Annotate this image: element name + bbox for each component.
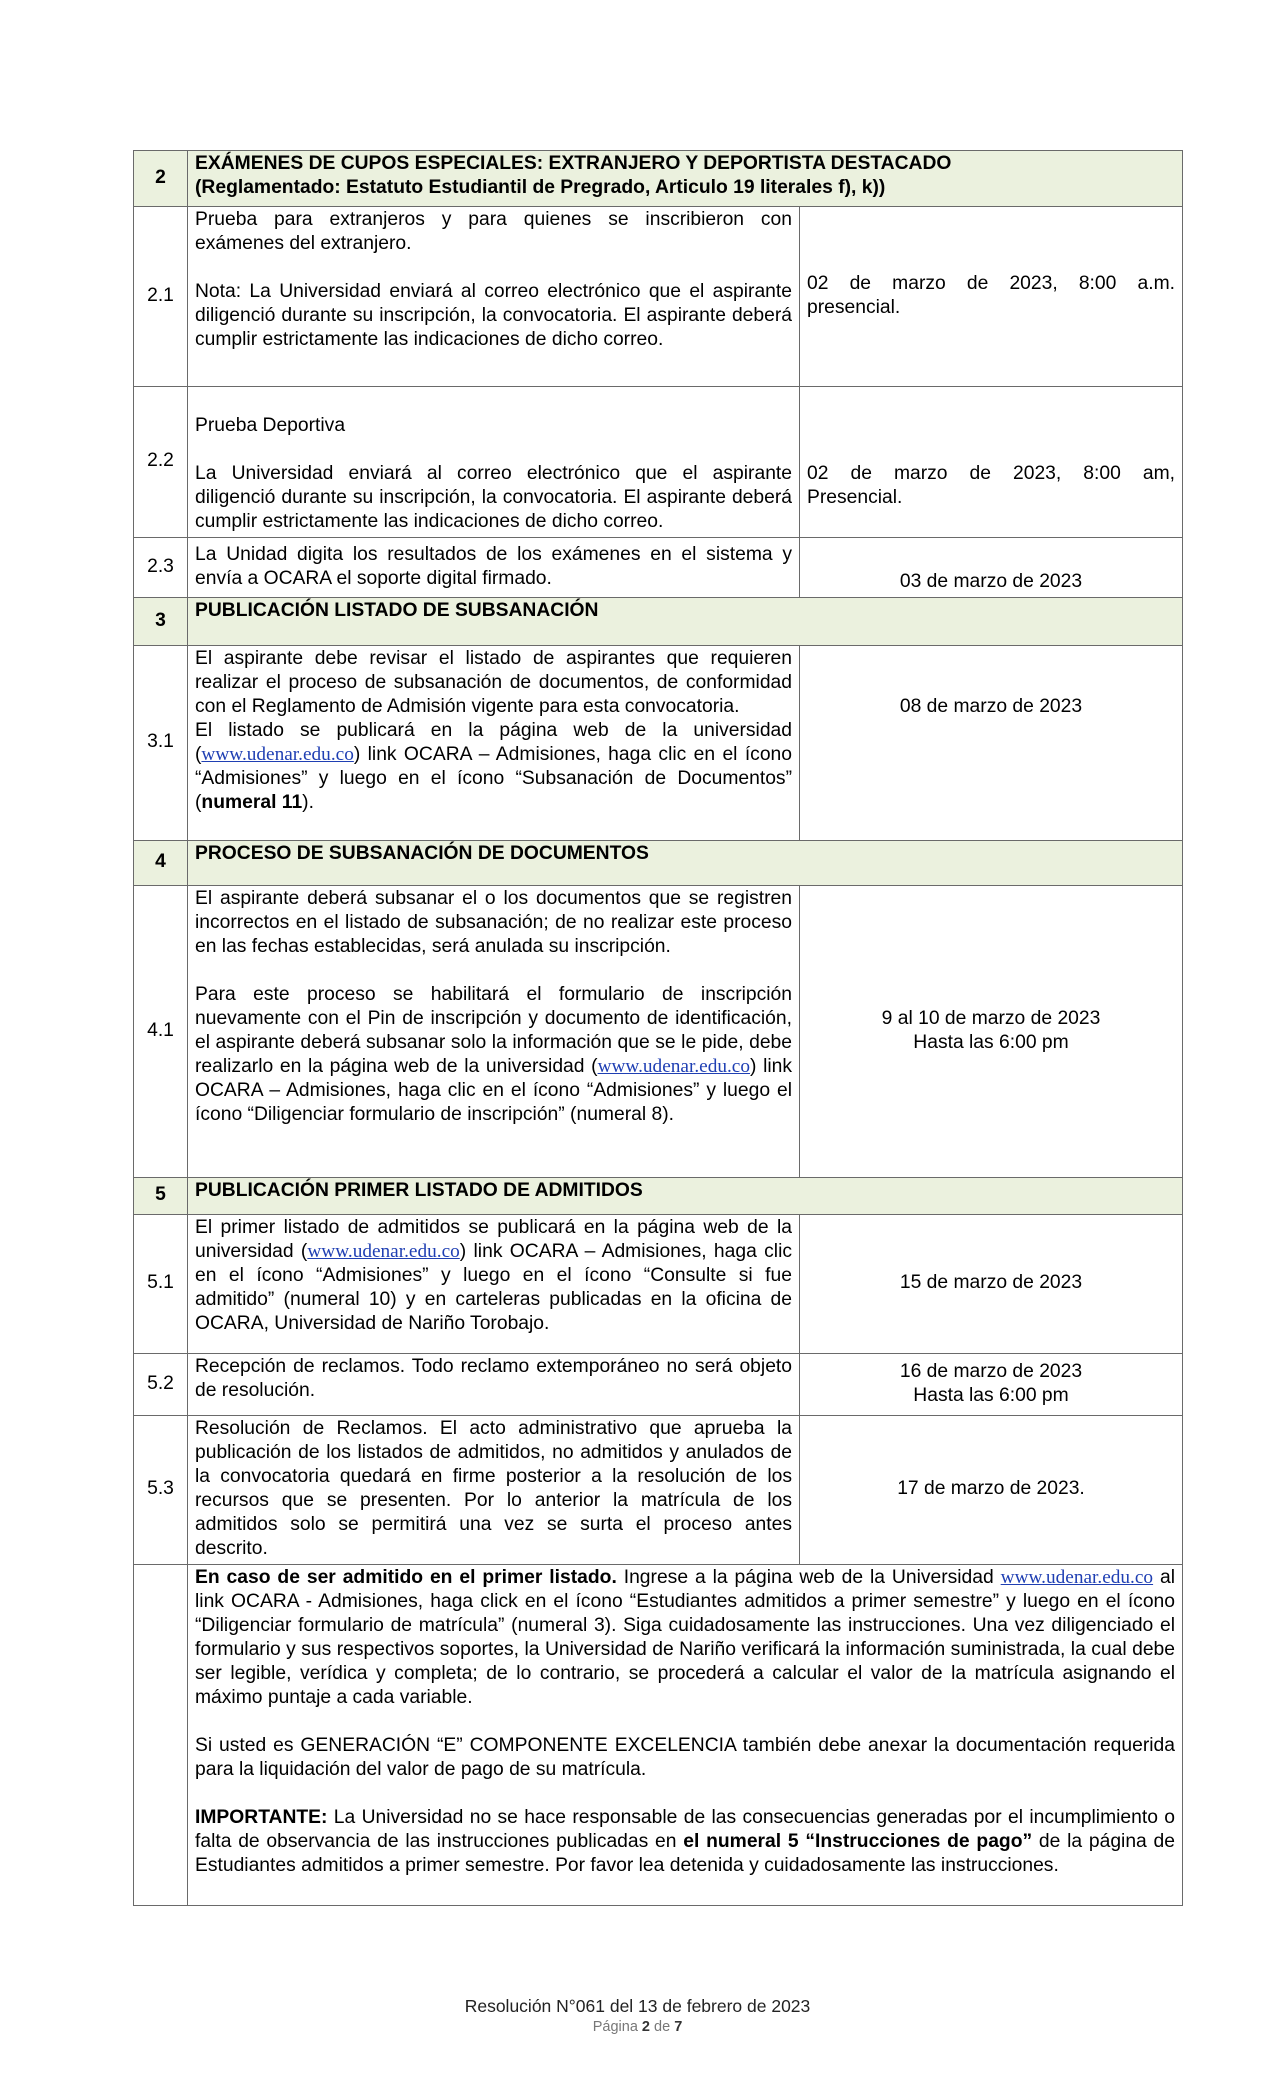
section-2-header bbox=[134, 151, 1183, 207]
note-important: IMPORTANTE: La Universidad no se hace responsable de las consecuencias generadas por el incumplimiento o falta de observancia de las instrucciones publicadas en el numeral 5 “Instrucciones de pago” de la página de Estudiantes admitidos a primer semestre. Por favor lea detenida y cuidadosamente las instrucciones. bbox=[195, 1807, 1175, 1876]
table-row-2-3 bbox=[134, 538, 1183, 598]
row-number: 5.1 bbox=[134, 1215, 188, 1354]
row-number: 2.2 bbox=[134, 387, 188, 538]
note-paragraph: Si usted es GENERACIÓN “E” COMPONENTE EXCELENCIA también debe anexar la documentación requerida para la liquidación del valor de pago de su matrícula. bbox=[195, 1735, 1175, 1780]
section-title bbox=[188, 151, 1183, 207]
row-description bbox=[188, 646, 800, 841]
footer-page-number: Página 2 de 7 bbox=[592, 2019, 683, 2035]
description-paragraph: Prueba Deportiva bbox=[195, 415, 346, 436]
section-number: 5 bbox=[134, 1178, 188, 1215]
table-row-4-1 bbox=[134, 886, 1183, 1178]
time-line: Hasta las 6:00 pm bbox=[913, 1031, 1069, 1053]
description-paragraph: El aspirante debe revisar el listado de aspirantes que requieren realizar el proceso de subsanación de documentos, de conformidad con el Reglamento de Admisión vigente para esta convocatoria. bbox=[195, 648, 792, 717]
section-number: 3 bbox=[134, 598, 188, 646]
description-note: Nota: La Universidad enviará al correo electrónico que el aspirante diligenció durante su inscripción, la convocatoria. El aspirante deberá cumplir estrictamente las indicaciones de dicho correo. bbox=[195, 281, 792, 350]
footer-resolution: Resolución N°061 del 13 de febrero de 2023 bbox=[464, 1996, 811, 2016]
table-row-2-1 bbox=[134, 207, 1183, 387]
section-title: PUBLICACIÓN LISTADO DE SUBSANACIÓN bbox=[188, 598, 1183, 646]
section-title: PUBLICACIÓN PRIMER LISTADO DE ADMITIDOS bbox=[188, 1178, 1183, 1215]
row-date: 02 de marzo de 2023, 8:00 a.m. presencial. bbox=[800, 207, 1183, 387]
row-date: 03 de marzo de 2023 bbox=[800, 538, 1183, 598]
schedule-table bbox=[133, 150, 1183, 1906]
row-number: 3.1 bbox=[134, 646, 188, 841]
row-description bbox=[188, 1215, 800, 1354]
row-date bbox=[800, 886, 1183, 1178]
row-date: 17 de marzo de 2023. bbox=[800, 1416, 1183, 1565]
section-5-header bbox=[134, 1178, 1183, 1215]
table-row-note bbox=[134, 1565, 1183, 1906]
table-row-5-1 bbox=[134, 1215, 1183, 1354]
row-date: 08 de marzo de 2023 bbox=[800, 646, 1183, 841]
table-row-3-1 bbox=[134, 646, 1183, 841]
row-number: 2.3 bbox=[134, 538, 188, 598]
section-3-header bbox=[134, 598, 1183, 646]
row-description: Recepción de reclamos. Todo reclamo extemporáneo no será objeto de resolución. bbox=[188, 1354, 800, 1416]
row-number bbox=[134, 1565, 188, 1906]
row-description bbox=[188, 886, 800, 1178]
description-paragraph: Para este proceso se habilitará el formulario de inscripción nuevamente con el Pin de inscripción y documento de identificación, el aspirante deberá subsanar solo la información que se le pide, debe realizarlo en la página web de la universidad (www.udenar.edu.co) link OCARA – Admisiones, haga clic en el ícono “Admisiones” y luego el ícono “Diligenciar formulario de inscripción” (numeral 8). bbox=[195, 984, 792, 1125]
udenar-link[interactable]: www.udenar.edu.co bbox=[1000, 1567, 1154, 1588]
row-description: La Unidad digita los resultados de los exámenes en el sistema y envía a OCARA el soporte digital firmado. bbox=[188, 538, 800, 598]
section-number: 4 bbox=[134, 841, 188, 886]
section-4-header bbox=[134, 841, 1183, 886]
row-description: Resolución de Reclamos. El acto administrativo que aprueba la publicación de los listados de admitidos, no admitidos y anulados de la convocatoria quedará en firme posterior a la resolución de los recursos que se presenten. Por lo anterior la matrícula de los admitidos solo se permitirá una vez se surta el proceso antes descrito. bbox=[188, 1416, 800, 1565]
udenar-link[interactable]: www.udenar.edu.co bbox=[597, 1056, 750, 1077]
row-description bbox=[188, 207, 800, 387]
table-row-2-2 bbox=[134, 387, 1183, 538]
date-line: 9 al 10 de marzo de 2023 bbox=[881, 1007, 1101, 1029]
section-title-line1: EXÁMENES DE CUPOS ESPECIALES: EXTRANJERO Y DEPORTISTA DESTACADO bbox=[195, 153, 952, 174]
admission-note bbox=[188, 1565, 1183, 1906]
row-number: 5.2 bbox=[134, 1354, 188, 1416]
description-paragraph: Prueba para extranjeros y para quienes se inscribieron con exámenes del extranjero. bbox=[195, 209, 792, 254]
section-title-line2: (Reglamentado: Estatuto Estudiantil de Pregrado, Articulo 19 literales f), k)) bbox=[195, 177, 886, 198]
row-number: 4.1 bbox=[134, 886, 188, 1178]
section-title: PROCESO DE SUBSANACIÓN DE DOCUMENTOS bbox=[188, 841, 1183, 886]
date-line: 16 de marzo de 2023 bbox=[899, 1360, 1083, 1382]
note-paragraph: En caso de ser admitido en el primer listado. Ingrese a la página web de la Universidad www.udenar.edu.co al link OCARA - Admisiones, haga click en el ícono “Estudiantes admitidos a primer semestre” y luego en el ícono “Diligenciar formulario de matrícula” (numeral 3). Siga cuidadosamente las instrucciones. Una vez diligenciado el formulario y sus respectivos soportes, la Universidad de Nariño verificará la información suministrada, la cual debe ser legible, verídica y completa; de lo contrario, se procederá a calcular el valor de la matrícula asignando el máximo puntaje a cada variable. bbox=[195, 1567, 1176, 1708]
description-paragraph: El aspirante deberá subsanar el o los documentos que se registren incorrectos en el listado de subsanación; de no realizar este proceso en las fechas establecidas, será anulada su inscripción. bbox=[195, 888, 792, 957]
udenar-link[interactable]: www.udenar.edu.co bbox=[201, 744, 354, 765]
table-row-5-2 bbox=[134, 1354, 1183, 1416]
row-description bbox=[188, 387, 800, 538]
table-row-5-3 bbox=[134, 1416, 1183, 1565]
description-paragraph: El listado se publicará en la página web de la universidad (www.udenar.edu.co) link OCARA – Admisiones, haga clic en el ícono “Admisiones” y luego en el ícono “Subsanación de Documentos” (numeral 11). bbox=[195, 720, 792, 813]
description-note: La Universidad enviará al correo electrónico que el aspirante diligenció durante su inscripción, la convocatoria. El aspirante deberá cumplir estrictamente las indicaciones de dicho correo. bbox=[195, 463, 792, 532]
udenar-link[interactable]: www.udenar.edu.co bbox=[307, 1241, 460, 1262]
row-date bbox=[800, 1354, 1183, 1416]
description-paragraph: El primer listado de admitidos se publicará en la página web de la universidad (www.udenar.edu.co) link OCARA – Admisiones, haga clic en el ícono “Admisiones” y luego en el ícono “Consulte si fue admitido” (numeral 10) y en carteleras publicadas en la oficina de OCARA, Universidad de Nariño Torobajo. bbox=[195, 1217, 792, 1334]
section-number: 2 bbox=[134, 151, 188, 207]
row-number: 5.3 bbox=[134, 1416, 188, 1565]
time-line: Hasta las 6:00 pm bbox=[913, 1384, 1069, 1406]
row-date: 02 de marzo de 2023, 8:00 am, Presencial. bbox=[800, 387, 1183, 538]
row-number: 2.1 bbox=[134, 207, 188, 387]
row-date: 15 de marzo de 2023 bbox=[800, 1215, 1183, 1354]
